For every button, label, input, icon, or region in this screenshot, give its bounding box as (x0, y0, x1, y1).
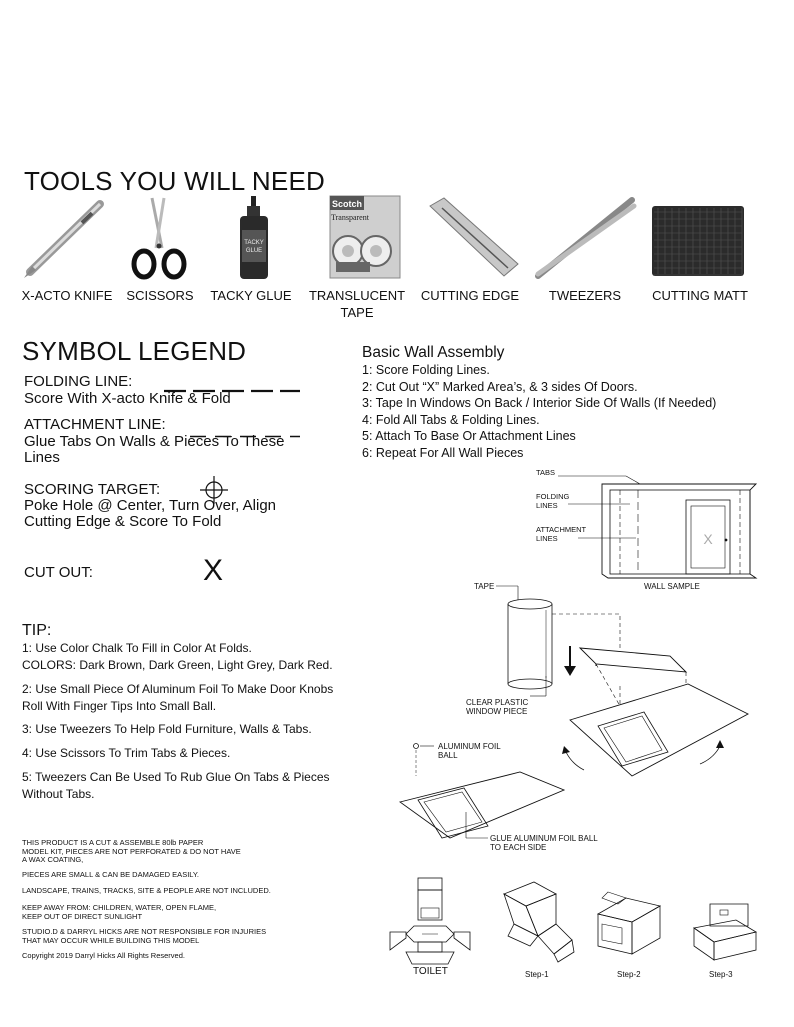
legend-attachment-title: ATTACHMENT LINE: (24, 416, 166, 433)
tool-label-tweezers: TWEEZERS (548, 288, 622, 303)
wall-attachment-label: ATTACHMENT LINES (536, 525, 587, 543)
wall-folding-label: FOLDING LINES (536, 492, 570, 510)
cutout-symbol: X (203, 554, 224, 587)
legend-heading: SYMBOL LEGEND (22, 336, 247, 366)
tip-heading: TIP: (22, 622, 52, 639)
scissors-icon (130, 194, 190, 280)
disclaimer-line: KEEP AWAY FROM: CHILDREN, WATER, OPEN FLAME, KEEP OUT OF DIRECT SUNLIGHT (22, 903, 217, 921)
tool-label-glue: TACKY GLUE (210, 288, 292, 303)
tool-label-mat: CUTTING MATT (652, 288, 748, 303)
tweezers-icon (534, 196, 638, 280)
tool-label-ruler: CUTTING EDGE (420, 288, 520, 303)
toilet-label: TOILET (413, 966, 448, 977)
step-1-label: Step-1 (525, 970, 549, 979)
tip-item: 4: Use Scissors To Trim Tabs & Pieces. (22, 746, 231, 760)
assembly-step: 5: Attach To Base Or Attachment Lines (362, 429, 576, 443)
legend-folding-title: FOLDING LINE: (24, 373, 133, 390)
wall-tabs-label: TABS (536, 468, 556, 477)
assembly-step: 6: Repeat For All Wall Pieces (362, 445, 524, 460)
assembly-step: 3: Tape In Windows On Back / Interior Side Of Walls (If Needed) (362, 396, 717, 410)
tip-item: 1: Use Color Chalk To Fill in Color At Folds. COLORS: Dark Brown, Dark Green, Light Grey, Dark Red. (22, 641, 333, 672)
tip-item: 3: Use Tweezers To Help Fold Furniture, Walls & Tabs. (22, 722, 312, 736)
tool-label-tape: TRANSLUCENT TAPE (308, 288, 406, 320)
toilet-diagram (384, 876, 476, 968)
tape-label: TAPE (474, 582, 495, 591)
tool-label-xacto: X-ACTO KNIFE (21, 288, 113, 303)
assembly-step: 4: Fold All Tabs & Folding Lines. (362, 412, 540, 427)
disclaimer-line: THIS PRODUCT IS A CUT & ASSEMBLE 80lb PAPER MODEL KIT, PIECES ARE NOT PERFORATED & DO NOT HAVE A WAX COATING, (22, 838, 241, 864)
assembly-step: 2: Cut Out “X” Marked Area’s, & 3 sides Of Doors. (362, 379, 638, 394)
disclaimer-line: Copyright 2019 Darryl Hicks All Rights Reserved. (22, 951, 185, 960)
step-2-label: Step-2 (617, 970, 641, 979)
disclaimer-line: STUDIO.D & DARRYL HICKS ARE NOT RESPONSIBLE FOR INJURIES THAT MAY OCCUR WHILE BUILDING THIS MODEL (22, 927, 267, 945)
glue-bottle-icon (234, 196, 274, 280)
glue-foil-label: GLUE ALUMINUM FOIL BALL TO EACH SIDE (490, 834, 598, 852)
ruler-icon (428, 198, 520, 280)
legend-scoring-desc: Poke Hole @ Center, Turn Over, Align Cutting Edge & Score To Fold (24, 497, 277, 530)
svg-text:TACKY: TACKY (244, 240, 264, 246)
step-2-diagram (588, 884, 668, 964)
step-1-diagram (494, 880, 578, 964)
legend-folding-desc: Score With X-acto Knife & Fold (24, 390, 231, 407)
step-3-diagram (690, 898, 760, 962)
assembly-steps (362, 362, 782, 461)
svg-text:GLUE: GLUE (245, 248, 263, 254)
cutting-mat-icon (652, 206, 744, 276)
step-3-label: Step-3 (709, 970, 733, 979)
assembly-step: 1: Score Folding Lines. (362, 363, 490, 377)
svg-text:Scotch: Scotch (331, 199, 363, 209)
assembly-heading: Basic Wall Assembly (362, 344, 505, 361)
legend-attachment-desc: Glue Tabs On Walls & Pieces To These Lines (24, 433, 285, 466)
legend-scoring-title: SCORING TARGET: (24, 481, 161, 498)
tip-item: 5: Tweezers Can Be Used To Rub Glue On Tabs & Pieces Without Tabs. (22, 770, 330, 801)
wall-sample-caption: WALL SAMPLE (644, 582, 700, 591)
tape-icon (328, 196, 404, 278)
tip-item: 2: Use Small Piece Of Aluminum Foil To Make Door Knobs Roll With Finger Tips Into Small Ball. (22, 682, 334, 713)
legend-cutout-title: CUT OUT: (24, 564, 93, 581)
svg-text:Transparent: Transparent (331, 213, 369, 222)
xacto-knife-icon (22, 196, 112, 278)
window-piece-label: CLEAR PLASTIC WINDOW PIECE (466, 698, 529, 716)
window-assembly-diagram (400, 580, 760, 850)
disclaimer-line: PIECES ARE SMALL & CAN BE DAMAGED EASILY. (22, 870, 200, 879)
tools-heading: TOOLS YOU WILL NEED (24, 166, 325, 196)
tool-label-scissors: SCISSORS (126, 288, 194, 303)
foil-ball-label: ALUMINUM FOIL BALL (438, 742, 501, 760)
svg-text:X: X (703, 531, 713, 547)
disclaimer-line: LANDSCAPE, TRAINS, TRACKS, SITE & PEOPLE ARE NOT INCLUDED. (22, 886, 271, 895)
